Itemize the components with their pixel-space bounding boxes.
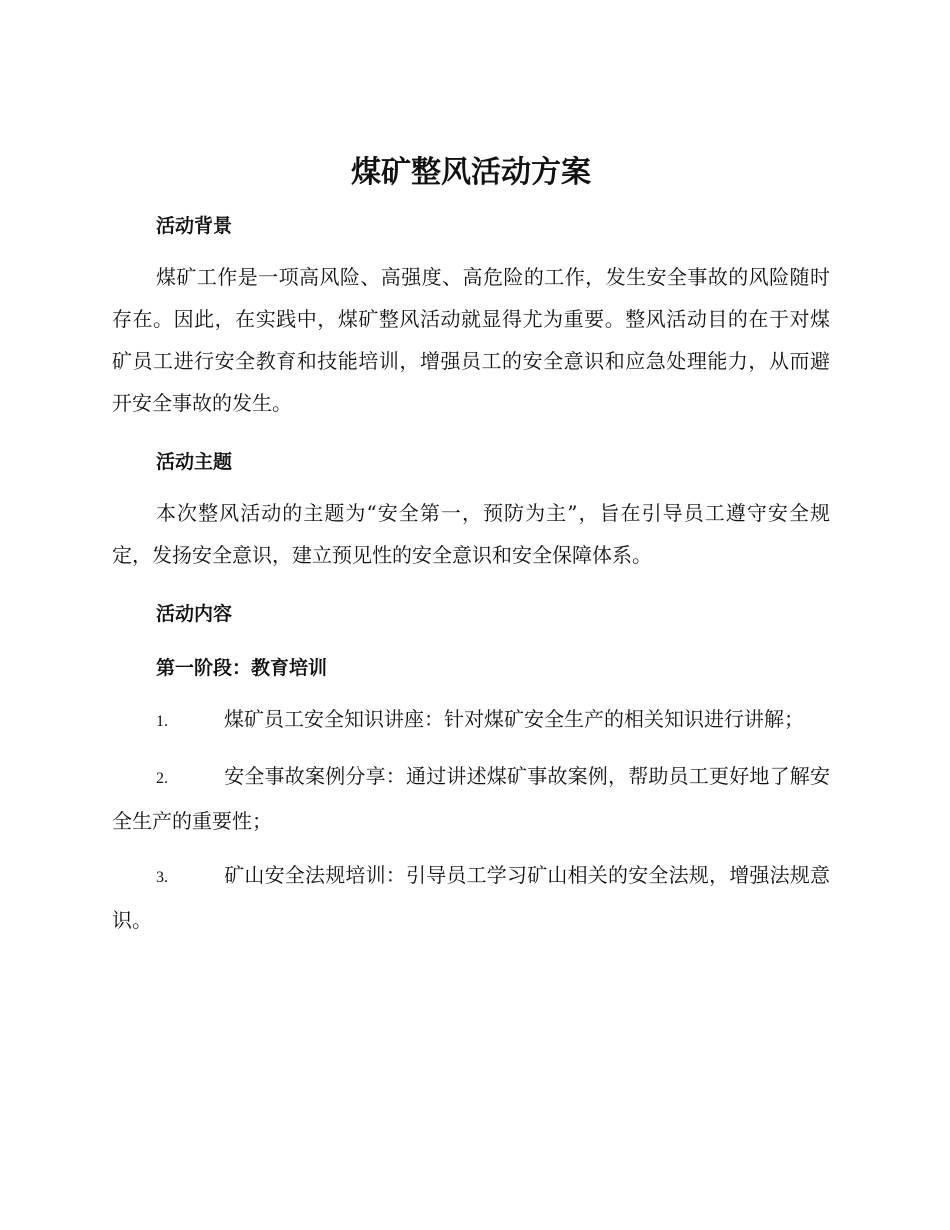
section-heading-background: 活动背景 [156,215,233,237]
list-item-text: 煤矿员工安全知识讲座：针对煤矿安全生产的相关知识进行讲解； [224,707,804,731]
list-item-number: 3. [156,869,168,886]
document-page [112,150,830,941]
list-item-text: 安全事故案例分享：通过讲述煤矿事故案例，帮助员工更好地了解安全生产的重要性； [112,764,830,833]
list-item-number: 1. [156,713,168,730]
section-heading-theme: 活动主题 [156,451,233,473]
list-item-text: 矿山安全法规培训：引导员工学习矿山相关的安全法规，增强法规意识。 [112,863,830,932]
stage-heading-education: 第一阶段：教育培训 [156,657,328,679]
list-item [112,755,830,842]
paragraph-background: 煤矿工作是一项高风险、高强度、高危险的工作，发生安全事故的风险随时存在。因此，在实践中，煤矿整风活动就显得尤为重要。整风活动目的在于对煤矿员工进行安全教育和技能培训，增强员工的安全意识和应急处理能力，从而避开安全事故的发生。 [112,265,830,415]
list-item [112,698,830,743]
list-item [112,854,830,941]
document-title: 煤矿整风活动方案 [351,155,591,190]
list-item-number: 2. [156,770,168,787]
section-heading-content: 活动内容 [156,603,233,625]
paragraph-theme: 本次整风活动的主题为“安全第一，预防为主”，旨在引导员工遵守安全规定，发扬安全意识，建立预见性的安全意识和安全保障体系。 [112,501,830,567]
